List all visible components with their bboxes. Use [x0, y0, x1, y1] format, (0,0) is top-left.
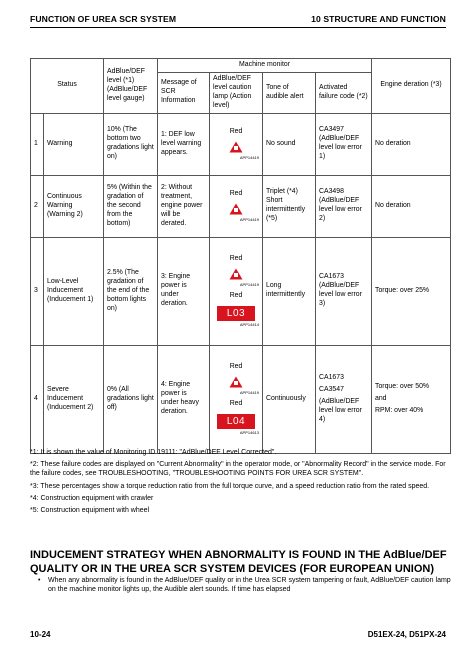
bullet-text: When any abnormality is found in the AdBlue/DEF quality or in the Urea SCR system tampering or fault, AdBlue/DEF caution lamp on the machine monitor lights up, the Audible alert sounds. If time has elapsed [48, 577, 451, 594]
table-row [31, 237, 451, 345]
row-message: 2: Without treatment, engine power will be derated. [158, 175, 210, 237]
row-lamp [210, 175, 263, 237]
table-row [31, 113, 451, 175]
row-deration: Torque: over 25% [372, 237, 451, 345]
deration-torque: Torque: over 50% [375, 382, 430, 390]
failure-code: CA1673 [319, 373, 344, 381]
row-number: 3 [31, 237, 44, 345]
section-heading: INDUCEMENT STRATEGY WHEN ABNORMALITY IS FOUND IN THE AdBlue/DEF QUALITY OR IN THE UREA SCR SYSTEM DEVICES (FOR EUROPEAN UNION) [30, 549, 447, 576]
page-number: 10-24 [30, 630, 51, 639]
lamp-figure-code: APP14414 [239, 322, 260, 328]
footnotes [30, 448, 450, 518]
row-status: Continuous Warning (Warning 2) [44, 175, 104, 237]
footnote: *4: Construction equipment with crawler [30, 494, 154, 502]
row-message: 4: Engine power is under heavy deration. [158, 345, 210, 453]
row-level: 0% (All gradations light off) [104, 345, 158, 453]
adblue-caution-lamp-icon [229, 203, 243, 215]
row-number: 2 [31, 175, 44, 237]
footnote: *3: These percentages show a torque reduction ratio from the full torque curve, and a speed reduction ratio from the rated speed. [30, 482, 430, 490]
bullet-dot-icon: • [38, 577, 41, 584]
row-deration: No deration [372, 113, 451, 175]
row-tone: Long intermittently [263, 237, 316, 345]
row-lamp [210, 345, 263, 453]
lamp-color-label: Red [229, 363, 243, 371]
row-tone: Triplet (*4) Short intermittently (*5) [263, 175, 316, 237]
row-status: Severe Inducement (Inducement 2) [44, 345, 104, 453]
row-number: 4 [31, 345, 44, 453]
header-message: Message of SCR Information [158, 72, 210, 113]
header-code: Activated failure code (*2) [316, 72, 372, 113]
footnote: *2: These failure codes are displayed on "Current Abnormality" in the operator mode, or "Abnormality Record" in the service mode. For the failure codes, see TROUBLESHOOTING, "TROUBLESHOOTING POINTS FOR UREA SCR SYSTEM". [30, 461, 446, 478]
lamp-color-label: Red [229, 255, 243, 263]
row-level: 2.5% (The gradation of the end of the bottom lights on) [104, 237, 158, 345]
page-footer [30, 630, 446, 639]
header-rule [30, 27, 446, 28]
row-code: CA1673 (AdBlue/DEF level low error 3) [316, 237, 372, 345]
failure-code-description: (AdBlue/DEF level low error 4) [319, 397, 362, 423]
page-header [30, 14, 446, 24]
section-title: FUNCTION OF UREA SCR SYSTEM [30, 14, 177, 24]
row-level: 5% (Within the gradation of the second from the bottom) [104, 175, 158, 237]
row-tone: Continuously [263, 345, 316, 453]
row-status: Low-Level Inducement (Inducement 1) [44, 237, 104, 345]
row-tone: No sound [263, 113, 316, 175]
row-code: CA3498 (AdBlue/DEF level low error 2) [316, 175, 372, 237]
row-code: CA3497 (AdBlue/DEF level low error 1) [316, 113, 372, 175]
monitor-display-code: L03 [217, 306, 255, 321]
lamp-color-label: Red [229, 292, 243, 300]
row-deration: No deration [372, 175, 451, 237]
header-status: Status [31, 59, 104, 114]
lamp-figure-code: APP14419 [239, 217, 260, 223]
row-lamp [210, 113, 263, 175]
header-lamp: AdBlue/DEF level caution lamp (Action level) [210, 72, 263, 113]
row-status: Warning [44, 113, 104, 175]
lamp-figure-code: APP14613 [239, 430, 260, 436]
deration-and: and [375, 394, 387, 402]
table-row [31, 175, 451, 237]
lamp-color-label: Red [229, 190, 243, 198]
row-lamp [210, 237, 263, 345]
header-level: AdBlue/DEF level (*1) (AdBlue/DEF level gauge) [104, 59, 158, 114]
adblue-caution-lamp-icon [229, 141, 243, 153]
lamp-figure-code: APP14419 [239, 390, 260, 396]
row-level: 10% (The bottom two gradations light on) [104, 113, 158, 175]
row-deration [372, 345, 451, 453]
failure-code: CA3547 [319, 385, 344, 393]
adblue-caution-lamp-icon [229, 376, 243, 388]
header-deration: Engine deration (*3) [372, 59, 451, 114]
table-header-row-1 [31, 59, 451, 73]
chapter-title: 10 STRUCTURE AND FUNCTION [311, 14, 446, 24]
monitor-display-code: L04 [217, 414, 255, 429]
lamp-figure-code: APP14419 [239, 155, 260, 161]
row-message: 1: DEF low level warning appears. [158, 113, 210, 175]
lamp-color-label: Red [229, 400, 243, 408]
bullet-paragraph [38, 576, 452, 595]
lamp-figure-code: APP14419 [239, 282, 260, 288]
header-machine-monitor: Machine monitor [158, 59, 372, 73]
row-message: 3: Engine power is under deration. [158, 237, 210, 345]
model-name: D51EX-24, D51PX-24 [367, 630, 446, 639]
footnote: *5: Construction equipment with wheel [30, 507, 150, 515]
row-code [316, 345, 372, 453]
footnote: *1: It is shown the value of Monitoring ID 19111: "AdBlue/DEF Level Corrected". [30, 449, 277, 456]
deration-rpm: RPM: over 40% [375, 406, 424, 414]
table-row [31, 345, 451, 453]
urea-scr-status-table [30, 58, 451, 454]
row-number: 1 [31, 113, 44, 175]
lamp-color-label: Red [229, 128, 243, 136]
adblue-caution-lamp-icon [229, 268, 243, 280]
header-tone: Tone of audible alert [263, 72, 316, 113]
